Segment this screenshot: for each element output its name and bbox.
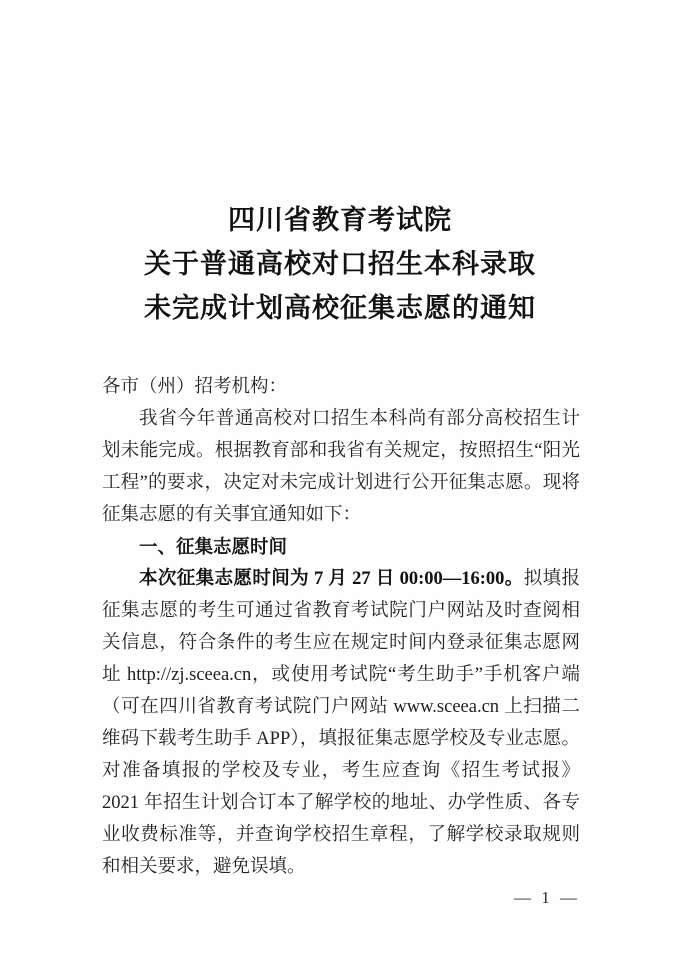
volunteer-time-highlight: 本次征集志愿时间为 7 月 27 日 00:00—16:00。: [139, 569, 524, 589]
document-title: [0, 0, 680, 330]
document-body: [102, 371, 580, 883]
paragraph-intro: 我省今年普通高校对口招生本科尚有部分高校招生计划未能完成。根据教育部和我省有关规定，按照招生“阳光工程”的要求，决定对未完成计划进行公开征集志愿。现将征集志愿的有关事宜通知如下：: [102, 409, 580, 525]
page-number: — 1 —: [514, 888, 580, 907]
paragraph-section-1: [102, 563, 580, 883]
salutation: 各市（州）招考机构：: [102, 377, 288, 397]
title-line-3: 未完成计划高校征集志愿的通知: [144, 293, 536, 323]
section-1-heading: 一、征集志愿时间: [139, 536, 288, 557]
title-line-1: 四川省教育考试院: [228, 205, 452, 235]
title-line-2: 关于普通高校对口招生本科录取: [144, 249, 536, 279]
section-1-text: 拟填报征集志愿的考生可通过省教育考试院门户网站及时查阅相关信息，符合条件的考生应在规定时间内登录征集志愿网址 http://zj.sceea.cn，或使用考试院“考生助手”手机客户端（可在四川省教育考试院门户网站 www.sceea.cn 上扫描二维码下载考生助手 APP），填报征集志愿学校及专业志愿。对准备填报的学校及专业，考生应查询《招生考试报》2021 年招生计划合订本了解学校的地址、办学性质、各专业收费标准等，并查询学校招生章程，了解学校录取规则和相关要求，避免误填。: [102, 569, 580, 877]
